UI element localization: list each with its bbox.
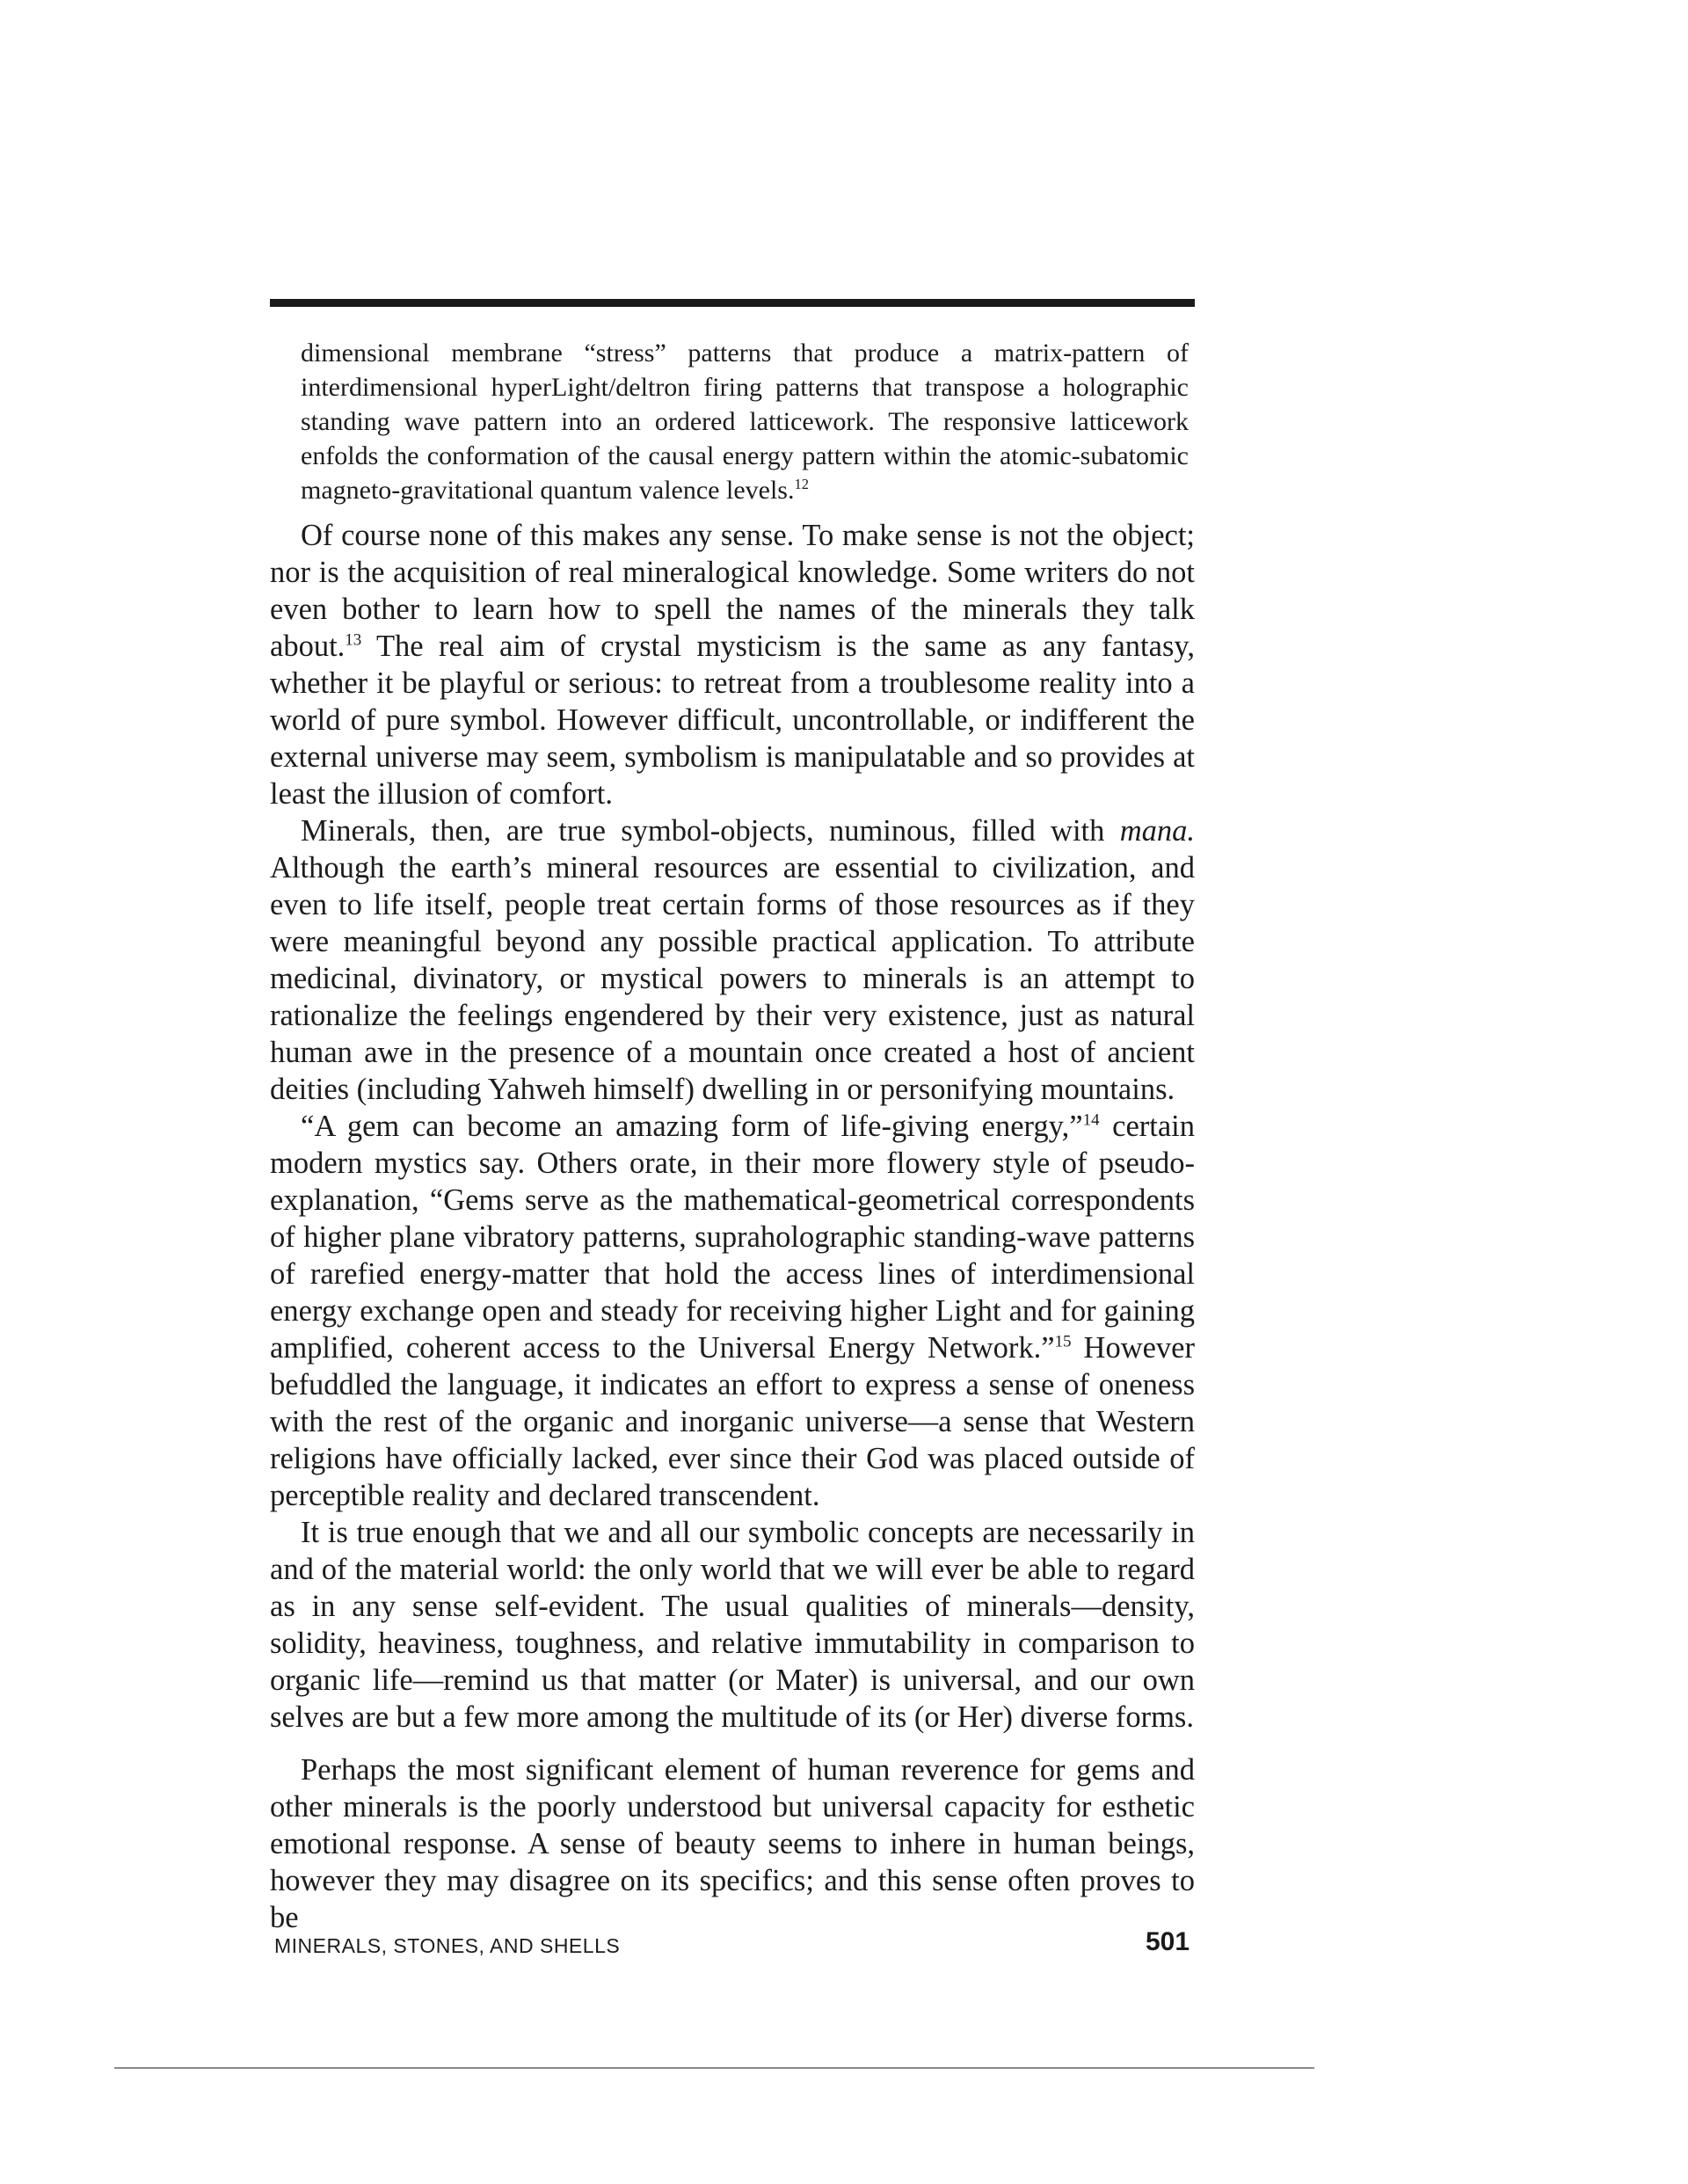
bottom-rule: [114, 2067, 1314, 2069]
footnote-ref-13: 13: [345, 630, 362, 650]
block-quote-text: dimensional membrane “stress” patterns that produce a matrix-pattern of interdimensional hyperLight/deltron firing patterns that transpose a holographic standing wave pattern into an ordered latticework. The responsive latticework enfolds the conformation of the causal energy pattern within the atomic-subatomic magneto-gravitational quantum valence levels.: [301, 339, 1189, 505]
header-rule: [270, 299, 1195, 307]
paragraph-2: [270, 812, 1195, 1108]
block-quote: [301, 336, 1189, 507]
paragraph-4: It is true enough that we and all our symbolic concepts are necessarily in and of the material world: the only world that we will ever be able to regard as in any sense self-evident. The usual qualities of minerals—density, solidity, heaviness, toughness, and relative immutability in comparison to organic life—remind us that matter (or Mater) is universal, and our own selves are but a few more among the multitude of its (or Her) diverse forms.: [270, 1516, 1195, 1734]
paragraph-2-text-a: Minerals, then, are true symbol-objects, numinous, filled with: [301, 814, 1120, 848]
paragraph-3-text-a: “A gem can become an amazing form of life-giving energy,”: [301, 1110, 1083, 1143]
running-footer-title: MINERALS, STONES, AND SHELLS: [274, 1934, 621, 1957]
footnote-ref-14: 14: [1082, 1110, 1100, 1130]
page-number: 501: [1146, 1927, 1190, 1956]
paragraph-1-text-b: The real aim of crystal mysticism is the same as any fantasy, whether it be playful or serious: to retreat from a troublesome reality into a world of pure symbol. However difficult, uncontrollable, or indifferent the external universe may seem, symbolism is manipulatable and so provides at least the illusion of comfort.: [270, 630, 1195, 811]
footnote-ref-15: 15: [1054, 1332, 1072, 1351]
body-text: [270, 517, 1195, 1936]
paragraph-3-text-c: However befuddled the language, it indicates an effort to express a sense of oneness with the rest of the organic and inorganic universe—a sense that Western religions have officially lacked, ever since their God was placed outside of perceptible reality and declared transcendent.: [270, 1331, 1195, 1512]
paragraph-2-text-b: Although the earth’s mineral resources are essential to civilization, and even to life itself, people treat certain forms of those resources as if they were meaningful beyond any possible practical application. To attribute medicinal, divinatory, or mystical powers to minerals is an attempt to rationalize the feelings engendered by their very existence, just as natural human awe in the presence of a mountain once created a host of ancient deities (including Yahweh himself) dwelling in or personifying mountains.: [270, 851, 1195, 1106]
paragraph-3: [270, 1108, 1195, 1514]
italic-mana: mana.: [1119, 814, 1195, 848]
paragraph-5: Perhaps the most significant element of human reverence for gems and other minerals is the poorly understood but universal capacity for esthetic emotional response. A sense of beauty seems to inhere in human beings, however they may disagree on its specifics; and this sense often proves to be: [270, 1753, 1195, 1934]
paragraph-3-text-b: certain modern mystics say. Others orate, in their more flowery style of pseudo-explanation, “Gems serve as the mathematical-geometrical correspondents of higher plane vibratory patterns, supraholographic standing-wave patterns of rarefied energy-matter that hold the access lines of interdimensional energy exchange open and steady for receiving higher Light and for gaining amplified, coherent access to the Universal Energy Network.”: [270, 1110, 1195, 1365]
paragraph-1: [270, 517, 1195, 812]
paragraph-1-text-a: Of course none of this makes any sense. To make sense is not the object; nor is the acquisition of real mineralogical knowledge. Some writers do not even bother to learn how to spell the names of the minerals they talk about.: [270, 519, 1195, 663]
footnote-ref-12: 12: [794, 476, 809, 492]
